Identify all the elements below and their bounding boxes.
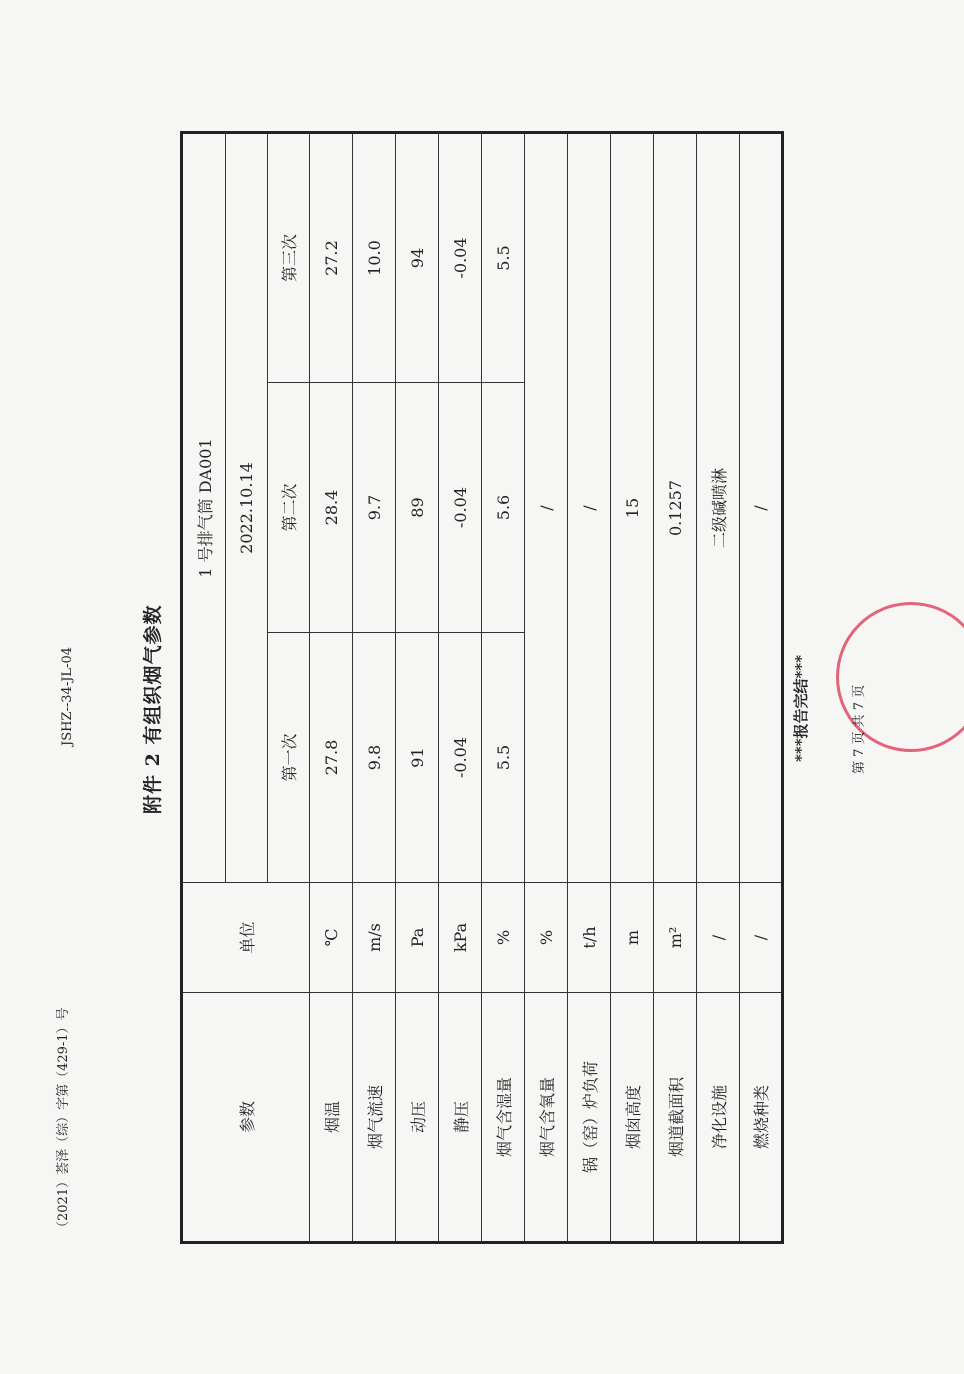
table-row [396, 133, 439, 1243]
unit-cell: m [611, 883, 654, 993]
param-cell: 燃烧种类 [740, 993, 783, 1243]
unit-cell: / [697, 883, 740, 993]
table-row [697, 133, 740, 1243]
run-3-header: 第三次 [268, 133, 310, 383]
param-cell: 烟温 [310, 993, 353, 1243]
run-2-value: 9.7 [353, 383, 396, 633]
run-2-header: 第二次 [268, 383, 310, 633]
run-2-value: -0.04 [439, 383, 482, 633]
table-row [740, 133, 783, 1243]
merged-value-cell: 0.1257 [654, 133, 697, 883]
stack-name: 1 号排气筒 DA001 [182, 133, 226, 883]
run-1-value: 27.8 [310, 633, 353, 883]
table-row [310, 133, 353, 1243]
run-2-value: 5.6 [482, 383, 525, 633]
run-1-value: -0.04 [439, 633, 482, 883]
unit-cell: Pa [396, 883, 439, 993]
param-cell: 静压 [439, 993, 482, 1243]
table-row [353, 133, 396, 1243]
merged-value-cell: 二级碱喷淋 [697, 133, 740, 883]
table-row [525, 133, 568, 1243]
table-row [439, 133, 482, 1243]
run-1-header: 第一次 [268, 633, 310, 883]
run-1-value: 5.5 [482, 633, 525, 883]
run-2-value: 28.4 [310, 383, 353, 633]
unit-cell: t/h [568, 883, 611, 993]
param-cell: 动压 [396, 993, 439, 1243]
run-1-value: 91 [396, 633, 439, 883]
param-cell: 烟气含湿量 [482, 993, 525, 1243]
run-3-value: -0.04 [439, 133, 482, 383]
unit-cell: ℃ [310, 883, 353, 993]
param-header: 参数 [182, 993, 310, 1243]
document-title: 附件 2 有组织烟气参数 [142, 604, 164, 814]
unit-header: 单位 [182, 883, 310, 993]
report-number: （2021）荟泽（综）字第（429-1）号 [56, 1007, 71, 1234]
table-row [654, 133, 697, 1243]
param-cell: 锅（窑）炉负荷 [568, 993, 611, 1243]
param-cell: 烟气流速 [353, 993, 396, 1243]
merged-value-cell: / [740, 133, 783, 883]
param-cell: 烟道截面积 [654, 993, 697, 1243]
table-row [568, 133, 611, 1243]
unit-cell: m² [654, 883, 697, 993]
table-row [482, 133, 525, 1243]
merged-value-cell: 15 [611, 133, 654, 883]
merged-value-cell: / [525, 133, 568, 883]
run-3-value: 94 [396, 133, 439, 383]
run-1-value: 9.8 [353, 633, 396, 883]
run-3-value: 5.5 [482, 133, 525, 383]
report-end-marker: ***报告完结*** [792, 654, 810, 762]
unit-cell: / [740, 883, 783, 993]
unit-cell: % [482, 883, 525, 993]
sampling-date: 2022.10.14 [226, 133, 268, 883]
merged-value-cell: / [568, 133, 611, 883]
param-cell: 烟囱高度 [611, 993, 654, 1243]
param-cell: 净化设施 [697, 993, 740, 1243]
flue-gas-parameter-table [180, 131, 784, 1244]
page-number: 第 7 页 共 7 页 [852, 684, 867, 774]
form-code: JSHZ--34-JL-04 [60, 647, 75, 746]
run-3-value: 10.0 [353, 133, 396, 383]
run-3-value: 27.2 [310, 133, 353, 383]
unit-cell: % [525, 883, 568, 993]
run-2-value: 89 [396, 383, 439, 633]
unit-cell: m/s [353, 883, 396, 993]
param-cell: 烟气含氧量 [525, 993, 568, 1243]
table-row [611, 133, 654, 1243]
unit-cell: kPa [439, 883, 482, 993]
